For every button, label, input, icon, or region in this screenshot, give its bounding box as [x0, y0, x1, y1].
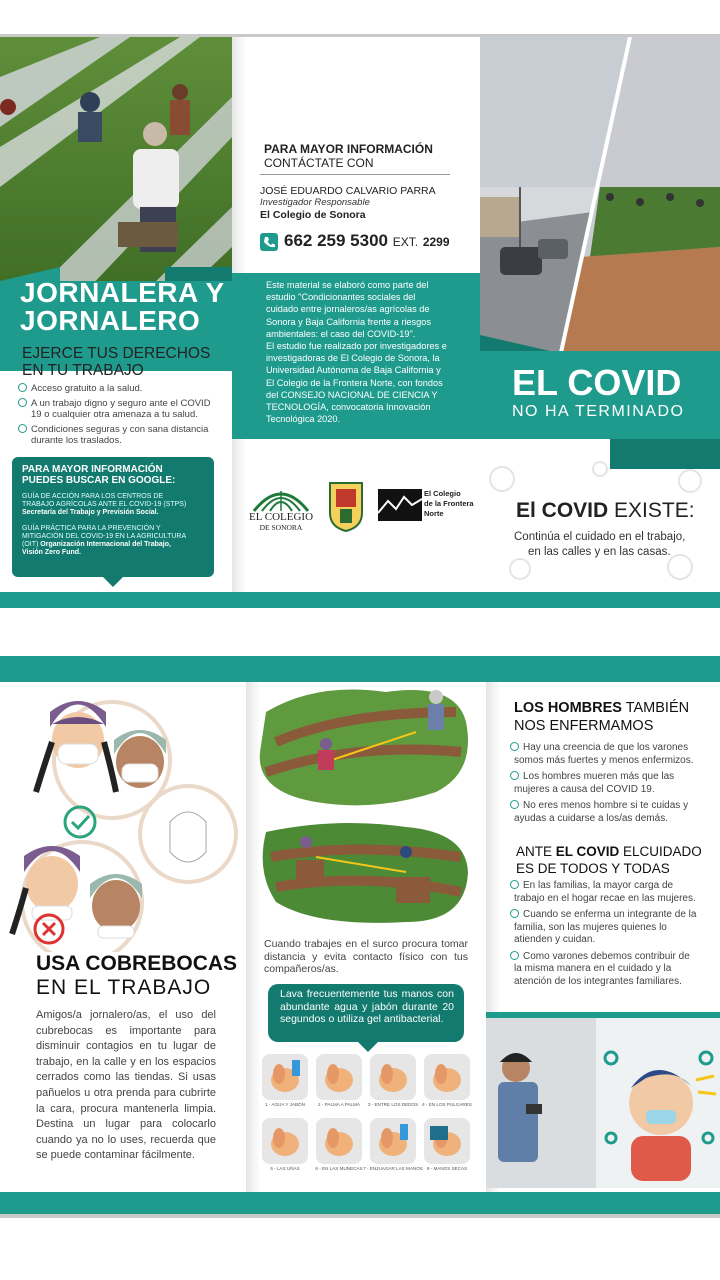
cover-subtitle: NO HA TERMINADO	[512, 403, 685, 420]
guide2-line3: (OIT) Organización Internacional del Trabajo,	[22, 541, 171, 548]
study-line: estudio "Condicionantes sociales del	[266, 292, 416, 303]
guide1-org: Secretaría del Trabajo y Previsión Social.	[22, 509, 159, 516]
list-item: En las familias, la mayor carga de	[510, 880, 673, 891]
distance-text: Cuando trabajes en el surco procura tomar distancia y evita contacto físico con tus compañeros/as.	[264, 938, 468, 975]
bullet-icon	[510, 880, 519, 889]
handwash-step-icon	[370, 1054, 416, 1100]
study-line: El estudio fue realizado por investigadores e	[266, 341, 447, 351]
handwash-step-label: 6 - EN LAS MUÑECAS	[315, 1166, 363, 1171]
men-title1: LOS HOMBRES TAMBIÉN	[514, 700, 690, 716]
contact-role: Investigador Responsable	[260, 197, 370, 208]
care-title2: ES DE TODOS Y TODAS	[516, 861, 670, 876]
google-info-title2: PUEDES BUSCAR EN GOOGLE:	[22, 475, 176, 486]
list-item: Hay una creencia de que los varones	[510, 742, 688, 753]
guide2-line4: Visión Zero Fund.	[22, 549, 81, 556]
contact-person: JOSÉ EDUARDO CALVARIO PARRA	[260, 185, 436, 197]
panel-covid-cover	[480, 37, 720, 608]
logo1-text1: EL COLEGIO	[248, 511, 314, 523]
cross-icon	[32, 912, 66, 946]
phone-number[interactable]: 662 259 5300 EXT. 2299	[284, 231, 450, 250]
study-line: Este material se elaboró como parte del	[266, 280, 429, 290]
farmworker-photo	[0, 37, 232, 287]
panel-men-care	[486, 682, 720, 1214]
study-line: cuidado entre jornaleros/as agrícolas de	[266, 304, 430, 315]
list-item: la misma manera en el cuidado y la	[514, 963, 672, 974]
panel-mask	[0, 682, 246, 1214]
list-item: trabajo en el hogar recae en las mujeres.	[514, 892, 696, 904]
care-title1: ANTE EL COVID ELCUIDADO	[516, 844, 702, 859]
bullet-icon	[510, 742, 519, 751]
right-item-3-cont: durante los traslados.	[31, 435, 122, 446]
handwash-step-label: 5 - LAS UÑAS	[270, 1166, 300, 1171]
road-field-photo	[480, 37, 720, 357]
title-line1: JORNALERA Y	[20, 277, 225, 308]
handwash-text: Lava frecuentemente tus manos con abundante agua y jabón durante 20 segundos o utiliza gel antibacterial.	[280, 988, 454, 1025]
list-item: ayudas a cuidarse a los/as demás.	[514, 812, 668, 824]
handwash-step-icon	[262, 1054, 308, 1100]
panel-distance-handwash	[246, 682, 486, 1214]
contact-title2: CONTÁCTATE CON	[264, 156, 374, 170]
mask-title1: USA COBREBOCAS	[36, 952, 238, 975]
list-item: Como varones debemos contribuir de	[510, 951, 690, 962]
logo3-text1: El Colegio	[424, 489, 461, 498]
handwash-step-icon	[262, 1118, 308, 1164]
phone-icon	[260, 233, 278, 251]
bullet-icon	[510, 800, 519, 809]
covid-exists-heading: El COVID EXISTE:	[516, 499, 695, 522]
check-icon	[18, 383, 27, 392]
handwash-step-label: 2 - PALMA A PALMA	[318, 1102, 360, 1107]
right-item-2: A un trabajo digno y seguro ante el COVID	[18, 398, 211, 409]
study-line: Sonora y Baja California frente a riesgos	[266, 316, 431, 327]
right-item-2-cont: 19 o cualquier otra amenaza a tu salud.	[31, 409, 198, 420]
men-title2: NOS ENFERMAMOS	[514, 718, 654, 734]
google-info-title1: PARA MAYOR INFORMACIÓN	[22, 464, 163, 475]
list-item: Cuando se enferma un integrante de la	[510, 909, 696, 920]
list-item: somos más fuertes y menos enfermizos.	[514, 754, 694, 766]
right-item-1: Acceso gratuito a la salud.	[18, 383, 142, 394]
mask-paragraph: Amigos/a jornalero/as, el uso del cubrebocas es importante para disminuir contagios en tu lugar de trabajo, en la calle y en los espacios cerrados como las tiendas. Si usas pañuelos u otra prenda para cubrirte la cara, procura mantenerla limpia. Destina un lugar para colocarlo cuando ya no lo uses, recuerda que se puede contaminar fácilmente.	[36, 1009, 216, 1162]
right-item-3: Condiciones seguras y con sana distancia	[18, 424, 208, 435]
handwash-step-icon	[316, 1054, 362, 1100]
guide1-line2: TRABAJO AGRÍCOLAS ANTE EL COVID-19 (STPS)	[22, 501, 187, 508]
title-line2: JORNALERO	[20, 305, 201, 336]
handwash-step-label: 8 - MANOS SECAS	[426, 1166, 468, 1171]
check-icon	[18, 424, 27, 433]
panel-rights	[0, 37, 232, 608]
list-item: familia, son las mujeres quienes lo	[514, 921, 667, 933]
handwash-step-icon	[316, 1118, 362, 1164]
study-line: TECNOLOGÍA, convocatoria Innovación	[266, 402, 431, 412]
field-distance-illustration	[256, 682, 476, 932]
guide2-line1: GUÍA PRÁCTICA PARA LA PREVENCIÓN Y	[22, 525, 161, 532]
bullet-icon	[510, 771, 519, 780]
check-icon	[18, 398, 27, 407]
men-illustration	[486, 1018, 720, 1188]
bullet-icon	[510, 909, 519, 918]
handwash-step-icon	[370, 1118, 416, 1164]
continue-line2: en las calles y en las casas.	[528, 546, 671, 558]
contact-institution: El Colegio de Sonora	[260, 209, 366, 221]
contact-title1: PARA MAYOR INFORMACIÓN	[264, 142, 433, 156]
study-line: del CONSEJO NACIONAL DE CIENCIA Y	[266, 389, 438, 400]
guide1-line1: GUÍA DE ACCIÓN PARA LOS CENTROS DE	[22, 493, 164, 500]
handwash-step-label: 7 - ENJUAGAR LAS MANOS	[363, 1166, 423, 1171]
logo3-text2: de la Frontera	[424, 499, 474, 508]
bullet-icon	[510, 951, 519, 960]
list-item: atención de los integrantes familiares.	[514, 975, 682, 987]
logo3-text3: Norte	[424, 509, 444, 518]
rights-heading-line2: EN TU TRABAJO	[22, 362, 144, 379]
study-line: Tecnológica 2020.	[266, 414, 341, 425]
continue-line1: Continúa el cuidado en el trabajo,	[514, 531, 686, 543]
list-item: atienden y cuidan.	[514, 934, 596, 945]
rights-heading-line1: EJERCE TUS DERECHOS	[22, 345, 211, 362]
list-item: Los hombres mueren más que las	[510, 771, 674, 782]
cover-title: EL COVID	[512, 362, 682, 403]
handwash-step-label: 3 - ENTRE LOS DEDOS	[367, 1102, 419, 1107]
study-line: investigadoras de El Colegio de Sonora, la	[266, 353, 440, 364]
list-item: mujeres a causa del COVID 19.	[514, 783, 655, 795]
handwash-step-label: 1 - AGUA Y JABÓN	[265, 1102, 305, 1107]
logo1-text2: DE SONORA	[259, 523, 303, 532]
guide2-line2: MITIGACIÓN DEL COVID-19 EN LA AGRICULTURA	[22, 533, 187, 540]
handwash-step-icon	[424, 1054, 470, 1100]
study-line: El Colegio de la Frontera Norte, con fondos	[266, 377, 443, 388]
list-item: No eres menos hombre si te cuidas y	[510, 800, 688, 811]
mask-title2: EN EL TRABAJO	[36, 976, 212, 999]
handwash-step-label: 4 - EN LOS PULGARES	[422, 1102, 472, 1107]
uabc-shield-logo	[328, 481, 364, 533]
brochure-inside	[0, 656, 720, 1218]
colef-logo	[378, 489, 422, 521]
study-line: ambientales: el caso del COVID-19".	[266, 328, 416, 339]
study-line: Universidad Autónoma de Baja California y	[266, 365, 441, 376]
handwash-step-icon	[424, 1118, 470, 1164]
